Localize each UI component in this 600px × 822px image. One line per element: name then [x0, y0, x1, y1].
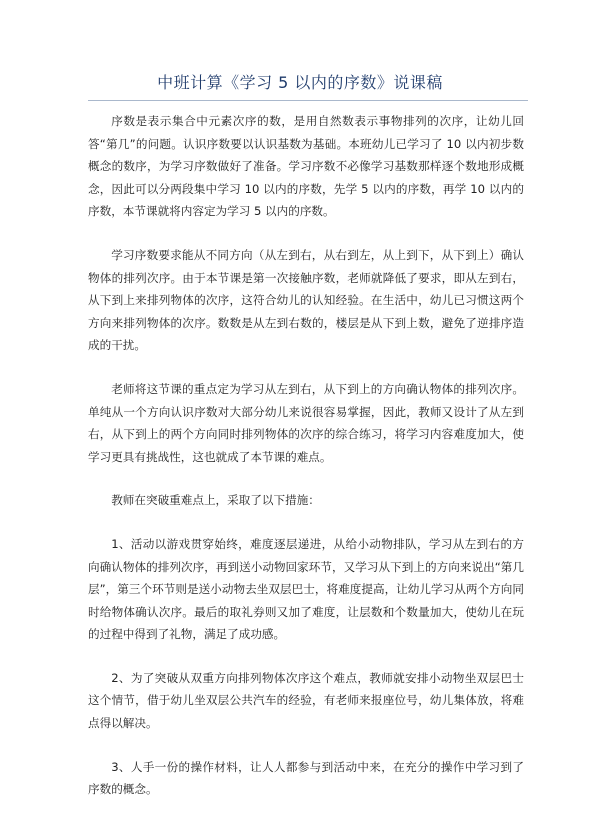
document-title: 中班计算《学习 5 以内的序数》说课稿: [157, 73, 443, 92]
paragraph-7: 3、人手一份的操作材料，让人人都参与到活动中来，在充分的操作中学习到了序数的概念。: [88, 759, 524, 797]
paragraph-2: 学习序数要求能从不同方向（从左到右，从右到左，从上到下，从下到上）确认物体的排列次序。由于本节课是第一次接触序数，老师就降低了要求，即从左到右，从下到上来排列物体的次序，这符合幼儿的认知经验。在生活中，幼儿已习惯这两个方向来排列物体的次序。数数是从左到右数的，楼层是从下到上数，避免了逆排序造成的干扰。: [88, 247, 524, 353]
title-divider: [88, 100, 528, 101]
paragraph-4: 教师在突破重难点上，采取了以下措施：: [111, 493, 320, 508]
document-body: [88, 110, 524, 822]
paragraph-1: 序数是表示集合中元素次序的数，是用自然数表示事物排列的次序，让幼儿回答“第几”的问题。认识序数要以认识基数为基础。本班幼儿已学习了 10 以内初步数概念的数序，为学习序数做好了准备。学习序数不必像学习基数那样逐个数地形成概念，因此可以分两段集中学习 10 以内的序数，先学 5 以内的序数，再学 10 以内的序数，本节课就将内容定为学习 5 以内的序数。: [88, 114, 524, 219]
paragraph-3: 老师将这节课的重点定为学习从左到右，从下到上的方向确认物体的排列次序。单纯从一个方向认识序数对大部分幼儿来说很容易掌握，因此，教师又设计了从左到右，从下到上的两个方向同时排列物体的次序的综合练习，将学习内容难度加大，使学习更具有挑战性，这也就成了本节课的难点。: [88, 381, 524, 464]
paragraph-5: 1、活动以游戏贯穿始终，难度逐层递进，从给小动物排队，学习从左到右的方向确认物体的排列次序，再到送小动物回家环节，又学习从下到上的方向来说出“第几层”，第三个环节则是送小动物去坐双层巴士，将难度提高，让幼儿学习从两个方向同时给物体确认次序。最后的取礼券则又加了难度，让层数和个数量加大，使幼儿在玩的过程中得到了礼物，满足了成功感。: [88, 536, 524, 642]
paragraph-6: 2、为了突破从双重方向排列物体次序这个难点，教师就安排小动物坐双层巴士这个情节，借于幼儿坐双层公共汽车的经验，有老师来报座位号，幼儿集体放，将难点得以解决。: [88, 670, 524, 731]
